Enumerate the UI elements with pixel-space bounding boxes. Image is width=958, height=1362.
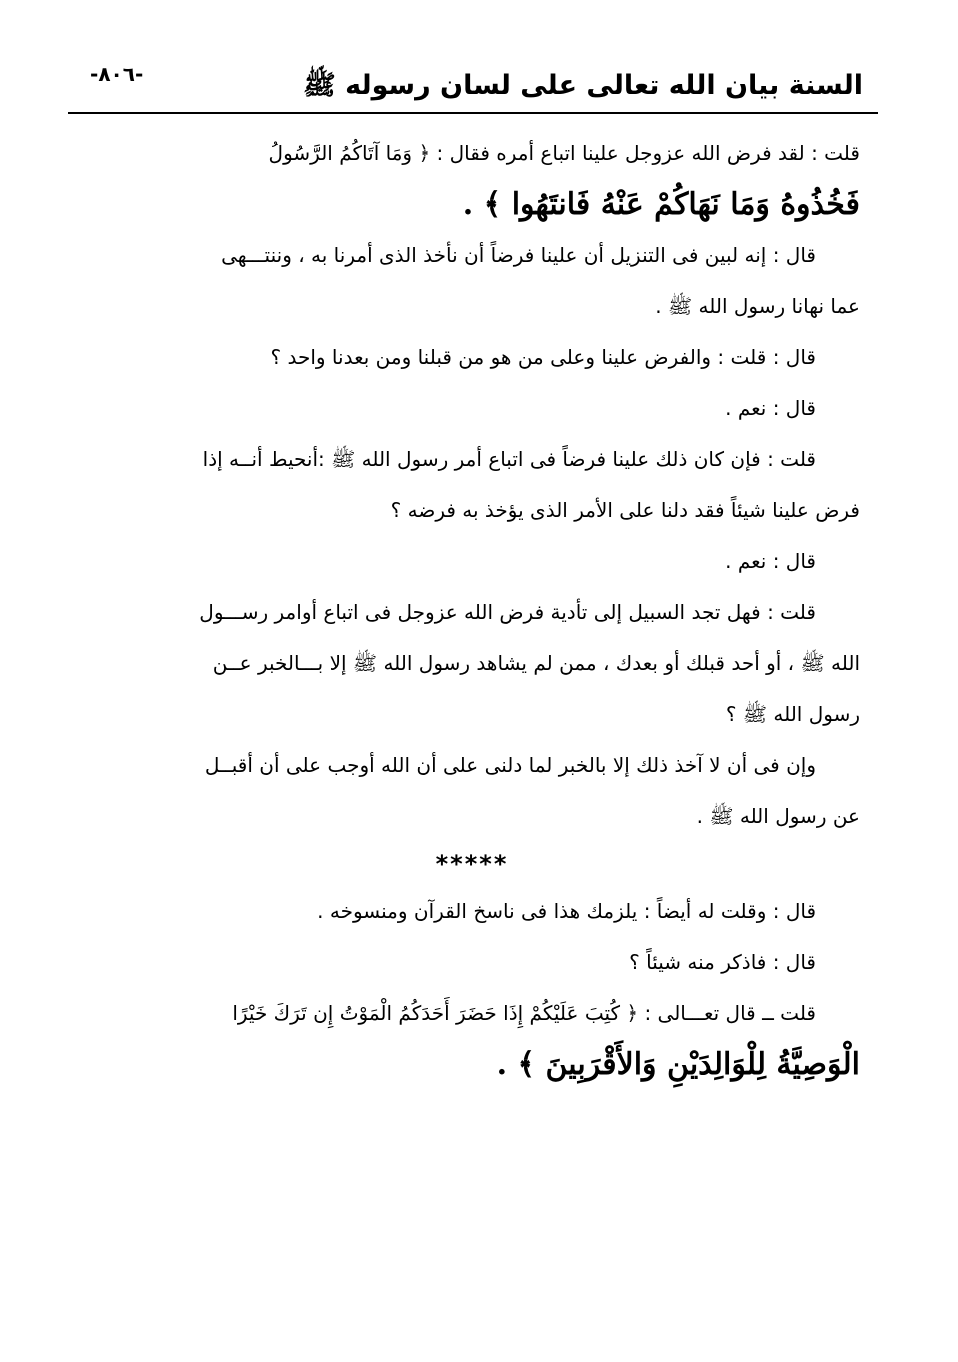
- text-line: قلت : فهل تجد السبيل إلى تأدية فرض الله عزوجل فى اتباع أوامر رســـول: [199, 600, 816, 624]
- page-number: -٨٠٦-: [90, 62, 144, 86]
- text-line: عما نهانا رسول الله ﷺ .: [655, 294, 860, 318]
- text-line: قال : إنه لبين فى التنزيل أن علينا فرضاً أن نأخذ الذى أمرنا به ، وننتـــهى: [221, 243, 816, 267]
- verse-line: الْوَصِيَّةُ لِلْوَالِدَيْنِ وَالأَقْرَبِينَ ﴾ .: [496, 1047, 860, 1082]
- text-line: قال : فاذكر منه شيئاً ؟: [629, 950, 816, 974]
- text-line: قلت : فإن كان ذلك علينا فرضاً فى اتباع أمر رسول الله ﷺ :أنحيط أنــه إذا: [202, 447, 816, 471]
- verse-line: فَخُذُوهُ وَمَا نَهَاكُمْ عَنْهُ فَانتَهُوا ﴾ .: [462, 187, 860, 222]
- header-divider: [68, 112, 878, 114]
- text-line: فرض علينا شيئاً فقد دلنا على الأمر الذى يؤخذ به فرضه ؟: [390, 498, 860, 522]
- text-line: قلت ــ قال تعـــالى : ﴿ كُتِبَ عَلَيْكُمْ إِذَا حَضَرَ أَحَدَكُمُ الْمَوْتُ إِن تَرَكَ خَيْرًا: [232, 1001, 816, 1025]
- text-line: قال : نعم .: [725, 396, 816, 420]
- text-line: عن رسول الله ﷺ .: [696, 804, 860, 828]
- text-line: قال : نعم .: [725, 549, 816, 573]
- text-line: رسول الله ﷺ ؟: [725, 702, 860, 726]
- text-line: قلت : لقد فرض الله عزوجل علينا اتباع أمره فقال : ﴿ وَمَا آتَاكُمُ الرَّسُولُ: [268, 141, 860, 165]
- page-body: [84, 128, 860, 1090]
- section-separator: *****: [435, 850, 509, 878]
- text-line: وإن فى أن لا آخذ ذلك إلا بالخبر لما دلنى على أن الله أوجب على أن أقبــل: [204, 753, 816, 777]
- text-line: قال : قلت : والفرض علينا وعلى من هو من قبلنا ومن بعدنا واحد ؟: [270, 345, 816, 369]
- text-line: الله ﷺ ، أو أحد قبلك أو بعدك ، ممن لم يشاهد رسول الله ﷺ إلا بـــالخبر عــن: [212, 651, 860, 675]
- page-title: السنة بيان الله تعالى على لسان رسوله ﷺ: [303, 70, 863, 101]
- page-header: [60, 60, 863, 110]
- text-line: قال : وقلت له أيضاً : يلزمك هذا فى ناسخ القرآن ومنسوخه .: [317, 899, 816, 923]
